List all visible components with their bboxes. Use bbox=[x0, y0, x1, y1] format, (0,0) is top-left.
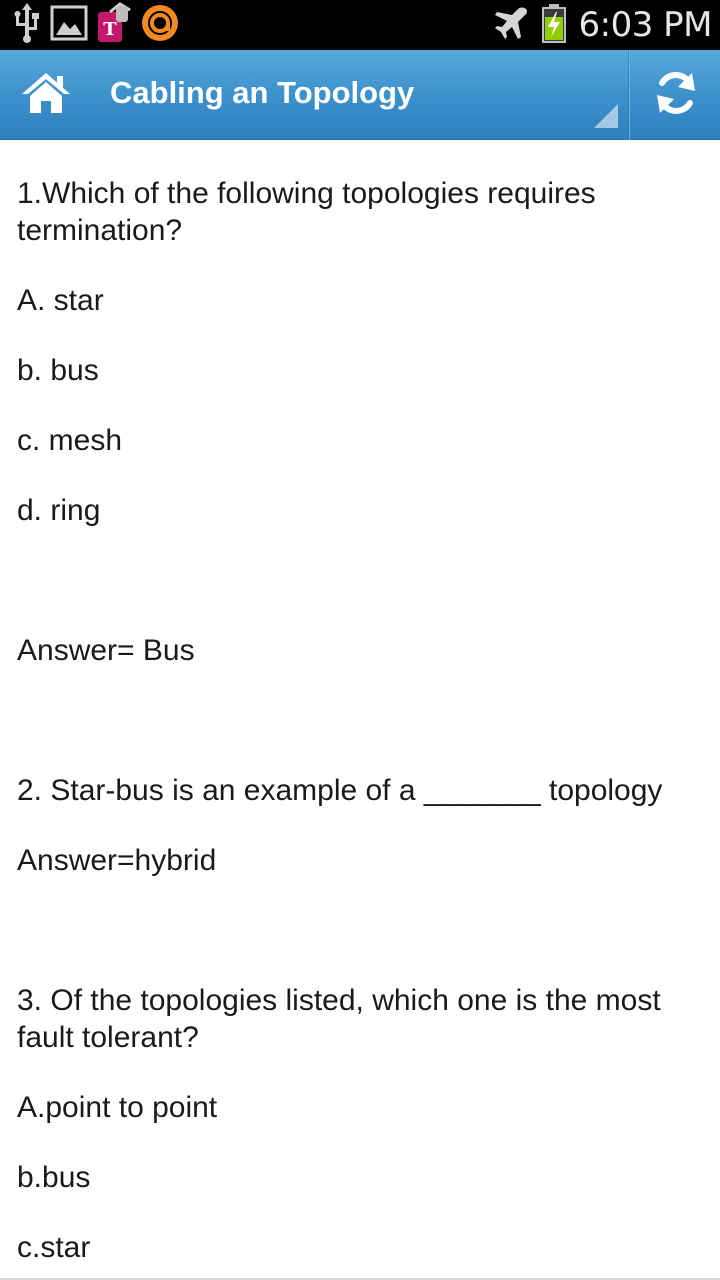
question-3: 3. Of the topologies listed, which one is the most fault tolerant? bbox=[17, 984, 661, 1054]
q3-option-a: A.point to point bbox=[17, 1091, 218, 1124]
q2-answer: Answer=hybrid bbox=[17, 844, 217, 877]
divider bbox=[628, 50, 630, 140]
q3-option-c: c.star bbox=[17, 1231, 91, 1264]
usb-icon bbox=[12, 3, 42, 48]
refresh-button[interactable] bbox=[631, 50, 720, 140]
spinner-indicator-icon bbox=[594, 104, 618, 128]
battery-charging-icon bbox=[541, 3, 567, 48]
status-time: 6:03 PM bbox=[578, 5, 712, 45]
gallery-icon bbox=[50, 4, 88, 47]
aol-icon bbox=[140, 3, 180, 48]
system-status bbox=[493, 0, 713, 50]
q1-option-a: A. star bbox=[17, 284, 104, 317]
question-1: 1.Which of the following topologies requires termination? bbox=[17, 177, 596, 247]
home-icon bbox=[21, 71, 71, 120]
q1-option-d: d. ring bbox=[17, 494, 101, 527]
tmobile-tag-icon bbox=[96, 2, 132, 49]
status-bar bbox=[0, 0, 720, 50]
q3-option-b: b.bus bbox=[17, 1161, 91, 1194]
refresh-icon bbox=[652, 69, 700, 122]
notification-icons bbox=[12, 4, 180, 46]
svg-text:T: T bbox=[103, 18, 117, 40]
action-bar bbox=[0, 50, 720, 140]
page-title: Cabling an Topology bbox=[110, 75, 415, 110]
question-2: 2. Star-bus is an example of a _______ topology bbox=[17, 774, 663, 807]
home-button[interactable] bbox=[0, 50, 92, 140]
content-area[interactable] bbox=[0, 141, 720, 1280]
q1-option-b: b. bus bbox=[17, 354, 99, 387]
q1-answer: Answer= Bus bbox=[17, 634, 195, 667]
topic-spinner[interactable] bbox=[92, 50, 628, 140]
q1-option-c: c. mesh bbox=[17, 424, 123, 457]
airplane-mode-icon bbox=[493, 5, 529, 46]
